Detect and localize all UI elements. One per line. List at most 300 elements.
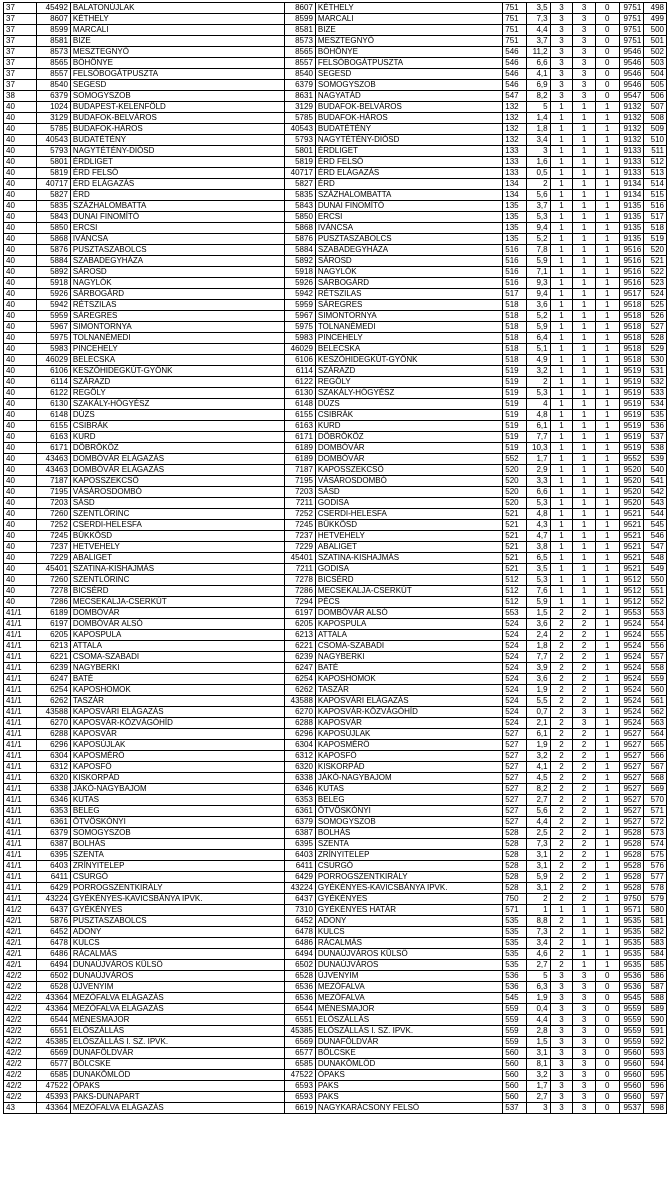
from-id-cell: 6387 — [36, 839, 70, 850]
to-id-cell: 6197 — [285, 608, 316, 619]
from-station-cell: DUNAÚJVÁROS — [70, 971, 284, 982]
from-id-cell: 6486 — [36, 949, 70, 960]
to-station-cell: DÚZS — [315, 399, 502, 410]
route-cell: 9528 — [619, 872, 644, 883]
class-b-cell: 1 — [573, 168, 596, 179]
table-row — [4, 267, 667, 278]
table-row — [4, 696, 667, 707]
to-id-cell: 5785 — [285, 113, 316, 124]
table-row — [4, 828, 667, 839]
route-cell: 9516 — [619, 278, 644, 289]
to-id-cell: 6551 — [285, 1015, 316, 1026]
sequence-cell: 509 — [644, 124, 667, 135]
route-cell: 9545 — [619, 993, 644, 1004]
sequence-cell: 579 — [644, 894, 667, 905]
sequence-cell: 580 — [644, 905, 667, 916]
route-cell: 9134 — [619, 179, 644, 190]
class-c-cell: 0 — [595, 47, 619, 58]
code-cell: 559 — [503, 1026, 527, 1037]
to-station-cell: KAPOSFŐ — [315, 751, 502, 762]
from-id-cell: 6247 — [36, 674, 70, 685]
code-cell: 516 — [503, 267, 527, 278]
from-id-cell: 5918 — [36, 278, 70, 289]
route-cell: 9536 — [619, 982, 644, 993]
section-cell: 40 — [4, 278, 37, 289]
from-station-cell: BUDATÉTÉNY — [70, 135, 284, 146]
code-cell: 132 — [503, 124, 527, 135]
from-station-cell: DOMBÓVÁR — [70, 608, 284, 619]
code-cell: 750 — [503, 894, 527, 905]
section-cell: 40 — [4, 542, 37, 553]
table-row — [4, 641, 667, 652]
to-id-cell: 6270 — [285, 707, 316, 718]
section-cell: 41/1 — [4, 630, 37, 641]
code-cell: 133 — [503, 168, 527, 179]
section-cell: 40 — [4, 355, 37, 366]
to-station-cell: DÖBRÖKÖZ — [315, 432, 502, 443]
class-a-cell: 2 — [550, 894, 573, 905]
from-station-cell: KAPOSVÁR-KÖZVÁGÓHÍD — [70, 718, 284, 729]
code-cell: 521 — [503, 531, 527, 542]
from-id-cell: 6270 — [36, 718, 70, 729]
table-row — [4, 982, 667, 993]
class-a-cell: 1 — [550, 168, 573, 179]
code-cell: 521 — [503, 509, 527, 520]
class-a-cell: 3 — [550, 1092, 573, 1103]
code-cell: 536 — [503, 971, 527, 982]
class-a-cell: 2 — [550, 795, 573, 806]
to-station-cell: ÉRDLIGET — [315, 146, 502, 157]
to-station-cell: KISKORPÁD — [315, 762, 502, 773]
to-station-cell: RÁCALMÁS — [315, 938, 502, 949]
section-cell: 38 — [4, 91, 37, 102]
from-id-cell: 5785 — [36, 124, 70, 135]
class-b-cell: 1 — [573, 300, 596, 311]
to-station-cell: CSERDI-HELESFA — [315, 509, 502, 520]
class-a-cell: 1 — [550, 443, 573, 454]
class-c-cell: 0 — [595, 80, 619, 91]
class-b-cell: 1 — [573, 311, 596, 322]
code-cell: 751 — [503, 3, 527, 14]
code-cell: 518 — [503, 322, 527, 333]
route-cell: 9536 — [619, 971, 644, 982]
from-station-cell: SZATINA-KISHAJMÁS — [70, 564, 284, 575]
to-station-cell: SÁROSD — [315, 256, 502, 267]
from-id-cell: 5884 — [36, 256, 70, 267]
to-station-cell: CSURGÓ — [315, 861, 502, 872]
to-station-cell: GYÉKÉNYES HATÁR — [315, 905, 502, 916]
route-cell: 9521 — [619, 564, 644, 575]
section-cell: 42/1 — [4, 916, 37, 927]
class-a-cell: 2 — [550, 872, 573, 883]
distance-km-cell: 8,8 — [526, 916, 550, 927]
class-a-cell: 1 — [550, 388, 573, 399]
class-a-cell: 1 — [550, 135, 573, 146]
from-station-cell: BÜKKÖSD — [70, 531, 284, 542]
class-c-cell: 0 — [595, 1103, 619, 1114]
class-b-cell: 3 — [573, 1004, 596, 1015]
class-c-cell: 1 — [595, 652, 619, 663]
route-cell: 9524 — [619, 674, 644, 685]
section-cell: 41/2 — [4, 905, 37, 916]
route-cell: 9527 — [619, 740, 644, 751]
distance-km-cell: 1,7 — [526, 454, 550, 465]
route-cell: 9751 — [619, 14, 644, 25]
route-cell: 9528 — [619, 883, 644, 894]
table-row — [4, 1070, 667, 1081]
code-cell: 517 — [503, 289, 527, 300]
section-cell: 41/1 — [4, 894, 37, 905]
from-id-cell: 8599 — [36, 25, 70, 36]
table-row — [4, 355, 667, 366]
table-row — [4, 729, 667, 740]
table-row — [4, 234, 667, 245]
distance-km-cell: 5,5 — [526, 696, 550, 707]
to-id-cell: 6379 — [285, 80, 316, 91]
route-cell: 9527 — [619, 817, 644, 828]
from-station-cell: BUDAFOK-HÁROS — [70, 124, 284, 135]
class-a-cell: 1 — [550, 179, 573, 190]
to-station-cell: MÉNESMAJOR — [315, 1004, 502, 1015]
to-station-cell: ELŐSZÁLLÁS I. SZ. IPVK. — [315, 1026, 502, 1037]
to-station-cell: DUNAÚJVÁROS KÜLSŐ — [315, 949, 502, 960]
to-station-cell: NAGYBERKI — [315, 652, 502, 663]
table-row — [4, 311, 667, 322]
to-id-cell: 7278 — [285, 575, 316, 586]
route-cell: 9516 — [619, 256, 644, 267]
route-cell: 9751 — [619, 36, 644, 47]
section-cell: 37 — [4, 36, 37, 47]
to-id-cell: 7195 — [285, 476, 316, 487]
sequence-cell: 529 — [644, 344, 667, 355]
table-row — [4, 179, 667, 190]
code-cell: 528 — [503, 828, 527, 839]
code-cell: 521 — [503, 553, 527, 564]
to-id-cell: 6478 — [285, 927, 316, 938]
distance-km-cell: 2,4 — [526, 630, 550, 641]
section-cell: 37 — [4, 3, 37, 14]
to-id-cell: 8631 — [285, 91, 316, 102]
to-id-cell: 6320 — [285, 762, 316, 773]
class-a-cell: 2 — [550, 729, 573, 740]
table-row — [4, 1081, 667, 1092]
to-id-cell: 6593 — [285, 1081, 316, 1092]
sequence-cell: 545 — [644, 520, 667, 531]
sequence-cell: 587 — [644, 982, 667, 993]
class-b-cell: 2 — [573, 861, 596, 872]
distance-km-cell: 4,8 — [526, 509, 550, 520]
table-row — [4, 795, 667, 806]
table-row — [4, 135, 667, 146]
table-row — [4, 938, 667, 949]
distance-km-cell: 5,9 — [526, 872, 550, 883]
distance-km-cell: 3,6 — [526, 300, 550, 311]
to-station-cell: ADONY — [315, 916, 502, 927]
code-cell: 535 — [503, 949, 527, 960]
to-id-cell: 7203 — [285, 487, 316, 498]
route-cell: 9527 — [619, 729, 644, 740]
section-cell: 40 — [4, 102, 37, 113]
code-cell: 521 — [503, 520, 527, 531]
table-row — [4, 245, 667, 256]
from-id-cell: 6379 — [36, 91, 70, 102]
code-cell: 560 — [503, 1048, 527, 1059]
distance-km-cell: 2,9 — [526, 465, 550, 476]
from-id-cell: 6395 — [36, 850, 70, 861]
class-b-cell: 3 — [573, 718, 596, 729]
table-row — [4, 663, 667, 674]
to-station-cell: HETVEHELY — [315, 531, 502, 542]
class-a-cell: 3 — [550, 91, 573, 102]
distance-km-cell: 1,8 — [526, 641, 550, 652]
from-id-cell: 40717 — [36, 179, 70, 190]
class-c-cell: 1 — [595, 531, 619, 542]
to-station-cell: ERCSI — [315, 212, 502, 223]
section-cell: 41/1 — [4, 740, 37, 751]
class-c-cell: 1 — [595, 289, 619, 300]
class-b-cell: 1 — [573, 509, 596, 520]
sequence-cell: 517 — [644, 212, 667, 223]
class-c-cell: 1 — [595, 377, 619, 388]
from-id-cell: 6213 — [36, 641, 70, 652]
section-cell: 41/1 — [4, 817, 37, 828]
table-row — [4, 454, 667, 465]
class-c-cell: 1 — [595, 718, 619, 729]
section-cell: 37 — [4, 80, 37, 91]
route-cell: 9133 — [619, 146, 644, 157]
from-id-cell: 43463 — [36, 454, 70, 465]
class-c-cell: 1 — [595, 322, 619, 333]
distance-km-cell: 5,2 — [526, 234, 550, 245]
from-id-cell: 8557 — [36, 69, 70, 80]
distance-km-cell: 4,7 — [526, 531, 550, 542]
class-b-cell: 3 — [573, 58, 596, 69]
table-row — [4, 69, 667, 80]
section-cell: 41/1 — [4, 839, 37, 850]
from-id-cell: 1024 — [36, 102, 70, 113]
sequence-cell: 549 — [644, 564, 667, 575]
class-c-cell: 1 — [595, 421, 619, 432]
table-row — [4, 1103, 667, 1114]
class-b-cell: 3 — [573, 36, 596, 47]
sequence-cell: 583 — [644, 938, 667, 949]
code-cell: 527 — [503, 762, 527, 773]
to-id-cell: 6122 — [285, 377, 316, 388]
from-id-cell: 5819 — [36, 168, 70, 179]
class-a-cell: 3 — [550, 36, 573, 47]
distance-km-cell: 7,3 — [526, 839, 550, 850]
code-cell: 132 — [503, 135, 527, 146]
class-c-cell: 1 — [595, 817, 619, 828]
table-row — [4, 773, 667, 784]
distance-km-cell: 7,7 — [526, 432, 550, 443]
class-a-cell: 3 — [550, 1026, 573, 1037]
distance-km-cell: 1,4 — [526, 113, 550, 124]
section-cell: 40 — [4, 476, 37, 487]
route-cell: 9547 — [619, 91, 644, 102]
class-c-cell: 1 — [595, 641, 619, 652]
sequence-cell: 510 — [644, 135, 667, 146]
to-id-cell: 6437 — [285, 894, 316, 905]
route-cell: 9524 — [619, 707, 644, 718]
from-station-cell: BIZE — [70, 36, 284, 47]
from-station-cell: SÁROSD — [70, 267, 284, 278]
to-station-cell: DOMBÓVÁR — [315, 454, 502, 465]
class-c-cell: 1 — [595, 608, 619, 619]
section-cell: 41/1 — [4, 795, 37, 806]
class-b-cell: 2 — [573, 817, 596, 828]
code-cell: 518 — [503, 344, 527, 355]
class-a-cell: 1 — [550, 542, 573, 553]
to-id-cell: 6148 — [285, 399, 316, 410]
route-cell: 9512 — [619, 575, 644, 586]
sequence-cell: 598 — [644, 1103, 667, 1114]
to-station-cell: MARCALI — [315, 14, 502, 25]
distance-km-cell: 3,2 — [526, 751, 550, 762]
table-row — [4, 652, 667, 663]
distance-km-cell: 6,1 — [526, 421, 550, 432]
to-station-cell: GYÉKÉNYES-KAVICSBÁNYA IPVK. — [315, 883, 502, 894]
from-station-cell: HETVEHELY — [70, 542, 284, 553]
section-cell: 42/2 — [4, 1081, 37, 1092]
to-station-cell: GODISA — [315, 498, 502, 509]
to-station-cell: ATTALA — [315, 630, 502, 641]
section-cell: 40 — [4, 168, 37, 179]
code-cell: 528 — [503, 872, 527, 883]
class-c-cell: 0 — [595, 36, 619, 47]
section-cell: 40 — [4, 575, 37, 586]
section-cell: 40 — [4, 509, 37, 520]
to-station-cell: ÓPAKS — [315, 1070, 502, 1081]
code-cell: 560 — [503, 1070, 527, 1081]
class-b-cell: 3 — [573, 707, 596, 718]
class-a-cell: 1 — [550, 201, 573, 212]
to-station-cell: KAPOSSZEKCSŐ — [315, 465, 502, 476]
class-c-cell: 1 — [595, 674, 619, 685]
table-row — [4, 861, 667, 872]
table-row — [4, 685, 667, 696]
from-station-cell: GYÉKÉNYES — [70, 905, 284, 916]
from-id-cell: 5793 — [36, 146, 70, 157]
class-a-cell: 2 — [550, 960, 573, 971]
from-id-cell: 6114 — [36, 377, 70, 388]
to-station-cell: KAPOSVÁR-KÖZVÁGÓHÍD — [315, 707, 502, 718]
sequence-cell: 574 — [644, 839, 667, 850]
distance-km-cell: 2,7 — [526, 795, 550, 806]
code-cell: 524 — [503, 652, 527, 663]
distance-km-cell: 8,2 — [526, 91, 550, 102]
to-id-cell: 5959 — [285, 300, 316, 311]
to-station-cell: CSIBRÁK — [315, 410, 502, 421]
from-id-cell: 6502 — [36, 971, 70, 982]
section-cell: 40 — [4, 190, 37, 201]
table-row — [4, 388, 667, 399]
class-c-cell: 1 — [595, 850, 619, 861]
distance-km-cell: 4,4 — [526, 25, 550, 36]
from-id-cell: 8565 — [36, 58, 70, 69]
sequence-cell: 557 — [644, 652, 667, 663]
class-c-cell: 1 — [595, 630, 619, 641]
distance-km-cell: 2,1 — [526, 718, 550, 729]
class-a-cell: 2 — [550, 949, 573, 960]
to-id-cell: 6221 — [285, 641, 316, 652]
table-row — [4, 223, 667, 234]
route-cell: 9521 — [619, 531, 644, 542]
class-a-cell: 1 — [550, 190, 573, 201]
from-station-cell: MEZŐFALVA ELÁGAZÁS — [70, 1004, 284, 1015]
class-a-cell: 3 — [550, 1081, 573, 1092]
table-row — [4, 531, 667, 542]
class-c-cell: 1 — [595, 344, 619, 355]
from-id-cell: 7278 — [36, 586, 70, 597]
class-c-cell: 1 — [595, 894, 619, 905]
from-id-cell: 6262 — [36, 696, 70, 707]
from-station-cell: BALATONÚJLAK — [70, 3, 284, 14]
code-cell: 527 — [503, 806, 527, 817]
sequence-cell: 570 — [644, 795, 667, 806]
to-id-cell: 6114 — [285, 366, 316, 377]
from-id-cell: 6296 — [36, 740, 70, 751]
to-station-cell: BÜKKÖSD — [315, 520, 502, 531]
table-row — [4, 399, 667, 410]
to-id-cell: 5926 — [285, 278, 316, 289]
route-cell: 9520 — [619, 487, 644, 498]
class-c-cell: 1 — [595, 542, 619, 553]
from-station-cell: SEGESD — [70, 80, 284, 91]
to-id-cell: 5884 — [285, 245, 316, 256]
class-c-cell: 1 — [595, 124, 619, 135]
class-b-cell: 3 — [573, 993, 596, 1004]
class-a-cell: 1 — [550, 564, 573, 575]
table-row — [4, 894, 667, 905]
to-id-cell: 5983 — [285, 333, 316, 344]
route-cell: 9524 — [619, 718, 644, 729]
class-a-cell: 1 — [550, 311, 573, 322]
class-a-cell: 2 — [550, 861, 573, 872]
sequence-cell: 556 — [644, 641, 667, 652]
class-a-cell: 1 — [550, 102, 573, 113]
distance-km-cell: 3,1 — [526, 861, 550, 872]
route-cell: 9559 — [619, 1037, 644, 1048]
class-b-cell: 1 — [573, 597, 596, 608]
code-cell: 518 — [503, 333, 527, 344]
class-b-cell: 3 — [573, 982, 596, 993]
from-id-cell: 3129 — [36, 113, 70, 124]
distance-km-cell: 2 — [526, 894, 550, 905]
section-cell: 40 — [4, 421, 37, 432]
from-id-cell: 5975 — [36, 333, 70, 344]
code-cell: 524 — [503, 663, 527, 674]
section-cell: 40 — [4, 344, 37, 355]
class-a-cell: 3 — [550, 1103, 573, 1114]
from-station-cell: SOMOGYSZOB — [70, 828, 284, 839]
code-cell: 559 — [503, 1015, 527, 1026]
sequence-cell: 537 — [644, 432, 667, 443]
class-b-cell: 1 — [573, 421, 596, 432]
section-cell: 41/1 — [4, 685, 37, 696]
class-c-cell: 0 — [595, 1092, 619, 1103]
route-cell: 9750 — [619, 894, 644, 905]
sequence-cell: 513 — [644, 168, 667, 179]
class-b-cell: 1 — [573, 916, 596, 927]
section-cell: 40 — [4, 245, 37, 256]
from-station-cell: ÚJVENYIM — [70, 982, 284, 993]
class-a-cell: 1 — [550, 146, 573, 157]
class-a-cell: 3 — [550, 1059, 573, 1070]
class-c-cell: 1 — [595, 949, 619, 960]
from-id-cell: 5801 — [36, 157, 70, 168]
class-a-cell: 1 — [550, 157, 573, 168]
